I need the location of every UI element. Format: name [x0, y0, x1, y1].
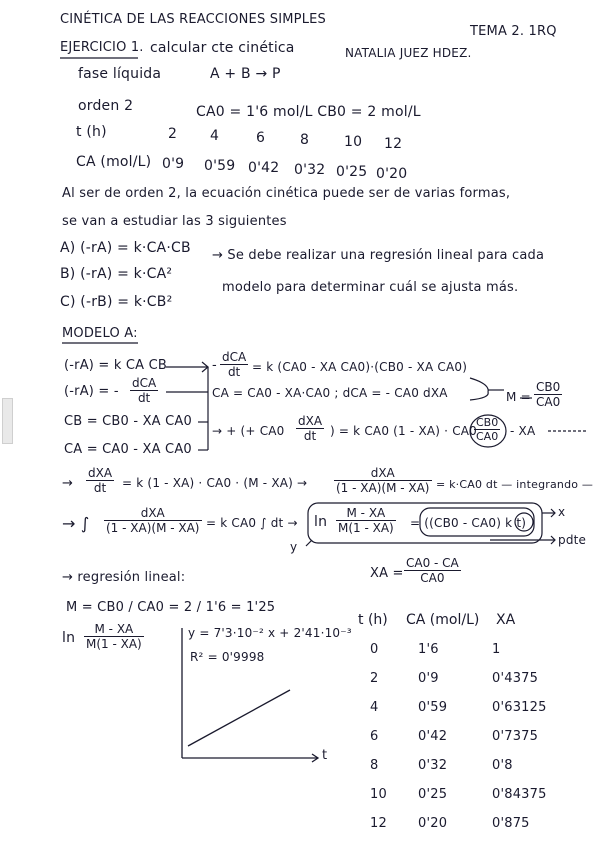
tema-label: TEMA 2. 1RQ — [470, 24, 557, 39]
m-calc: M = CB0 / CA0 = 2 / 1'6 = 1'25 — [66, 600, 276, 615]
plot-t-label: t — [322, 748, 328, 763]
table-cell: 0'9 — [418, 671, 439, 686]
t-value: 4 — [210, 128, 220, 144]
frac-den: CA0 — [536, 395, 561, 409]
table-header: t (h) — [358, 612, 388, 628]
author-name: NATALIA JUEZ HDEZ. — [345, 46, 472, 60]
frac-num: dCA — [132, 376, 157, 390]
modelo-eq-3: CB = CB0 - XA CA0 — [64, 414, 192, 429]
frac-den: CA0 — [420, 571, 445, 585]
table-cell: 0'84375 — [492, 787, 547, 802]
frac-num: dXA — [334, 466, 432, 481]
table-cell: 1'6 — [418, 642, 439, 657]
frac-num: CA0 - CA — [406, 556, 459, 570]
ca-value: 0'25 — [336, 164, 368, 180]
bracket-merge — [470, 378, 488, 400]
l6-ln-frac — [336, 506, 396, 535]
regresion-label: → regresión lineal: — [62, 570, 186, 585]
l5-frac — [86, 466, 114, 495]
frac-den: dt — [303, 429, 317, 443]
t-value: 6 — [256, 130, 266, 146]
ca-value: 0'9 — [162, 156, 185, 172]
equation-b: B) (-rA) = k·CA² — [60, 266, 173, 282]
paragraph-line-2: se van a estudiar las 3 siguientes — [62, 214, 287, 229]
arrow-y-label: y — [290, 540, 298, 554]
modelo-eq-4: CA = CA0 - XA CA0 — [64, 442, 192, 457]
equation-c: C) (-rB) = k·CB² — [60, 294, 173, 310]
right-eq-3-inner-frac — [474, 416, 500, 443]
table-cell: 0'20 — [418, 816, 448, 831]
frac-den: dt — [227, 365, 241, 379]
right-eq-1-frac — [220, 350, 248, 379]
plot-r2: R² = 0'9998 — [190, 650, 265, 664]
ca-value: 0'42 — [248, 160, 280, 176]
frac-num: M - XA — [336, 506, 396, 521]
frac-den: dt — [93, 481, 107, 495]
xa-frac — [404, 556, 461, 585]
frac-num: dXA — [88, 466, 113, 480]
table-cell: 4 — [370, 700, 379, 715]
frac-num: CB0 — [536, 380, 561, 394]
equation-a: A) (-rA) = k·CA·CB — [60, 240, 191, 256]
ejercicio-label: EJERCICIO 1. — [60, 40, 144, 55]
ca-value: 0'59 — [204, 158, 236, 174]
arrow-pdte-label: pdte — [558, 533, 587, 547]
table-cell: 0'25 — [418, 787, 448, 802]
page-title: CINÉTICA DE LAS REACCIONES SIMPLES — [60, 12, 327, 27]
task-text: calcular cte cinética — [150, 40, 295, 56]
modelo-eq-1: (-rA) = k CA CB — [64, 358, 167, 373]
table-header: XA — [496, 612, 516, 628]
xa-label: XA = — [370, 566, 404, 581]
plot-frac — [84, 622, 144, 651]
t-label: t (h) — [76, 124, 107, 140]
table-cell: 0'8 — [492, 758, 513, 773]
right-eq-1-rest: = k (CA0 - XA CA0)·(CB0 - XA CA0) — [252, 360, 468, 374]
m-frac — [534, 380, 562, 409]
table-cell: 0'4375 — [492, 671, 539, 686]
l5-tail: = k·CA0 dt — integrando — — [436, 478, 594, 491]
frac-den: CA0 — [476, 430, 499, 443]
orden-text: orden 2 — [78, 98, 134, 114]
table-cell: 1 — [492, 642, 501, 657]
l5-frac-2 — [334, 466, 432, 495]
frac-num: dXA — [298, 414, 323, 428]
table-cell: 8 — [370, 758, 379, 773]
table-cell: 0'32 — [418, 758, 448, 773]
fase-text: fase líquida — [78, 66, 162, 82]
frac-den: M(1 - XA) — [86, 637, 142, 651]
right-eq-2: CA = CA0 - XA·CA0 ; dCA = - CA0 dXA — [212, 386, 448, 400]
t-value: 10 — [344, 134, 363, 150]
l6-ln: ln — [314, 514, 328, 530]
right-eq-1-left: - — [212, 358, 217, 373]
ca-value: 0'20 — [376, 166, 408, 182]
table-cell: 0'63125 — [492, 700, 547, 715]
table-cell: 0 — [370, 642, 379, 657]
m-label: M = — [506, 390, 531, 404]
t-value: 2 — [168, 126, 178, 142]
right-eq-3-frac — [296, 414, 324, 443]
l6-mid: = k CA0 ∫ dt → — [206, 516, 298, 530]
arrow-x-label: x — [558, 505, 566, 519]
plot-ln: ln — [62, 630, 76, 646]
plot-equation: y = 7'3·10⁻² x + 2'41·10⁻³ — [188, 626, 352, 640]
note-line-1: → Se debe realizar una regresión lineal para cada — [212, 248, 545, 263]
t-value: 12 — [384, 136, 403, 152]
table-cell: 0'7375 — [492, 729, 539, 744]
frac-den: M(1 - XA) — [338, 521, 394, 535]
right-eq-3-left: → + (+ CA0 — [212, 424, 285, 438]
table-cell: 10 — [370, 787, 387, 802]
table-cell: 0'875 — [492, 816, 530, 831]
l6-frac — [104, 506, 202, 535]
l6-integral: → ∫ — [62, 514, 90, 533]
right-eq-3-tail: - XA — [510, 424, 536, 438]
frac-num: dXA — [104, 506, 202, 521]
frac-den: dt — [137, 391, 151, 405]
right-eq-3-rest: ) = k CA0 (1 - XA) · CA0 — [330, 424, 478, 438]
l5-arrow: → — [62, 476, 74, 491]
table-header: CA (mol/L) — [406, 612, 480, 628]
table-cell: 2 — [370, 671, 379, 686]
table-cell: 12 — [370, 816, 387, 831]
modelo-eq-2-frac — [130, 376, 158, 405]
frac-num: M - XA — [84, 622, 144, 637]
modelo-eq-2-left: (-rA) = - — [64, 384, 119, 399]
frac-den: (1 - XA)(M - XA) — [106, 521, 200, 535]
table-cell: 6 — [370, 729, 379, 744]
t-value: 8 — [300, 132, 310, 148]
ca-label: CA (mol/L) — [76, 154, 152, 170]
frac-num: CB0 — [476, 416, 499, 429]
table-cell: 0'42 — [418, 729, 448, 744]
frac-num: dCA — [222, 350, 247, 364]
table-cell: 0'59 — [418, 700, 448, 715]
reaction-text: A + B → P — [210, 66, 281, 82]
plot-fit-line — [188, 690, 290, 746]
frac-den: (1 - XA)(M - XA) — [336, 481, 430, 495]
note-line-2: modelo para determinar cuál se ajusta más. — [222, 280, 519, 295]
modelo-heading: MODELO A: — [62, 326, 138, 341]
l6-eq: = ((CB0 - CA0) k t) — [410, 516, 527, 530]
l5-rest: = k (1 - XA) · CA0 · (M - XA) → — [122, 476, 308, 490]
concentrations-text: CA0 = 1'6 mol/L CB0 = 2 mol/L — [196, 104, 421, 120]
ca-value: 0'32 — [294, 162, 326, 178]
paragraph-line-1: Al ser de orden 2, la ecuación cinética puede ser de varias formas, — [62, 186, 511, 201]
